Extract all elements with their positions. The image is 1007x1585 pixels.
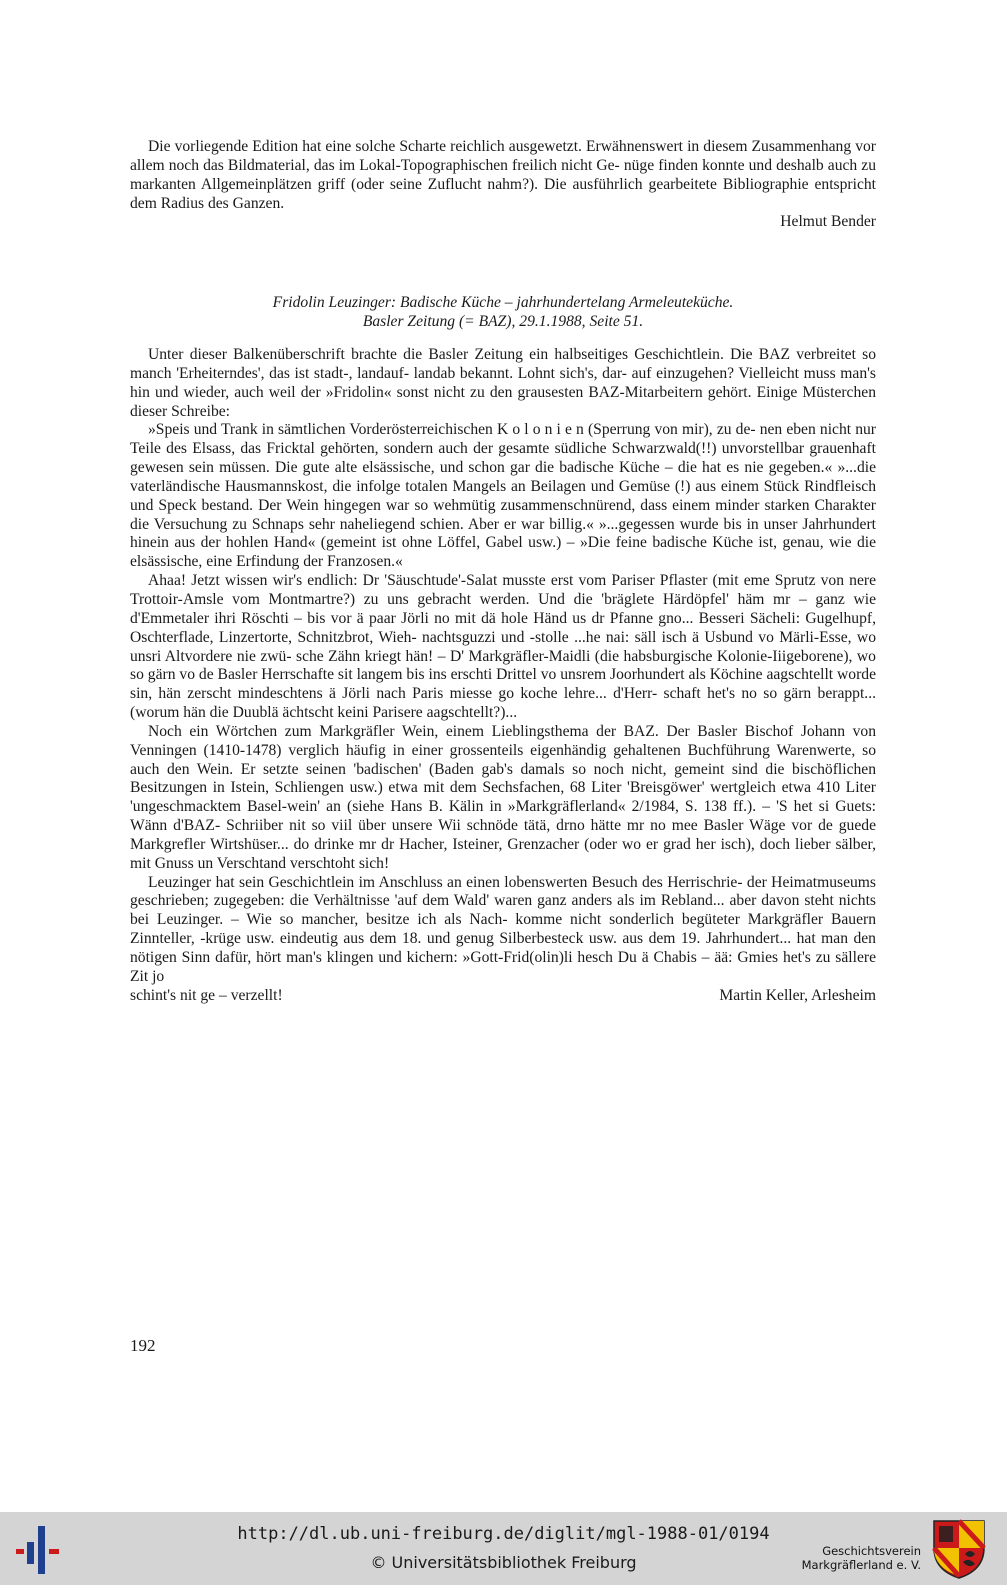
text-line: wurde bis in unser Jahrhundert hinein aus der hohlen Hand« (gemeint ist ohne Löffel, Gabel usw.): [130, 515, 876, 552]
text-line: »Speis und Trank in sämtlichen Vorderösterreichischen K o l o n i e n (Sperrung von mir), zu de-: [148, 421, 760, 439]
text-line: Johann von Venningen (1410-1478) verglich häufig in einer grossenteils eigenhändig gehaltenen: [130, 722, 877, 759]
text-line: schaft het's no so gärn berappt... (worum hän die Duublä ächtscht keini Parisere aagschtellt?)...: [130, 685, 876, 722]
review-1-author: Helmut Bender: [780, 213, 876, 231]
text-line: Unter dieser Balkenüberschrift brachte die Basler Zeitung ein halbseitiges Geschichtlein. Die: [148, 346, 759, 363]
text-line: nen eben nicht nur Teile des Elsass, das Fricktal gehörten, sondern auch der gesamte südliche: [130, 421, 876, 458]
text-line: der Heimatmuseums geschrieben; zugegeben: die Verhältnisse 'auf dem Wald' waren ganz anders: [130, 873, 876, 910]
text-line: sche Zähn kriegt hän! – D' Markgräfler-Maidli (die habsburgische Kolonie-Iiigeborene), wo so: [130, 647, 876, 684]
review-2-paragraph-2: [130, 421, 876, 572]
review-2-paragraph-4: [130, 723, 876, 874]
text-line: gärn vo de Basler Herrschafte sit langem bis ins erschti Drittel vo unsrem Joorhundert als Köchine: [147, 666, 767, 684]
text-line: man's klingen und kichern: »Gott-Frid(olin)li hesch Du ä Chabis – ää: Gmies het's zu sällere Zit jo: [130, 949, 877, 985]
footer-bar: [0, 1512, 1007, 1585]
text-line: Charakter die Versuchung zu Schnaps sehr naheliegend schien. Aber er war billig.« »...gegessen: [130, 496, 876, 533]
text-line: komme nicht sonderlich begüteter Markgräfler Bauern Zinnteller, -krüge usw. eindeutig aus dem: [130, 911, 876, 948]
footer-url-link[interactable]: http://dl.ub.uni-freiburg.de/diglit/mgl-1988-01/0194: [237, 1524, 770, 1544]
coat-of-arms-icon[interactable]: [931, 1518, 987, 1580]
text-line: nachtsguzzi und -stolle ...he nai: säll isch ä Usbund vo Märli-Esse, wo unsri Altvordere nie zwü-: [130, 628, 876, 665]
text-line: BAZ verbreitet so manch 'Erheiterndes', das ist stadt-, landauf- landab bekannt. Lohnt sich's, dar-: [130, 346, 876, 382]
review-2-title-line-2: Basler Zeitung (= BAZ), 29.1.1988, Seite 51.: [362, 313, 644, 330]
review-2-author: Martin Keller, Arlesheim: [719, 986, 876, 1004]
review-1-paragraph: [130, 138, 876, 213]
society-name-line-2: Markgräflerland e. V.: [801, 1558, 921, 1572]
review-2-title-line-1: Fridolin Leuzinger: Badische Küche – jahrhundertelang Armeleuteküche.: [272, 294, 734, 311]
text-line: als im Rebland... aber davon steht nichts bei Leuzinger. – Wie so mancher, besitze ich als Nach-: [130, 892, 876, 929]
text-line: nahm?). Die ausführlich gearbeitete Bibliographie entspricht dem Radius des Ganzen.: [130, 175, 877, 212]
society-name-line-1: Geschichtsverein: [822, 1544, 921, 1558]
text-line: aagschtellt worde sin, hän zerscht mindeschtens ä Jörli nach Paris miesse go koche lehre... d'Herr-: [130, 666, 876, 703]
text-line: Zusammenhang vor allem noch das Bildmaterial, das im Lokal-Topographischen freilich nicht Ge-: [130, 138, 876, 174]
review-2-paragraph-3: [130, 572, 876, 723]
review-2-paragraph-5: [130, 874, 876, 987]
text-line: schon gar die badische Küche – die hat es nie gegeben.« »...die vaterländische Hausmannskost,: [130, 459, 876, 495]
text-line: Schriiber nit so viil über unsere Wii schnöde tätä, drno hätte mr no mee Basler Wäge vor de guede: [226, 817, 876, 835]
text-line: (siehe Hans B. Kälin in »Markgräflerland« 2/1984, S. 138 ff.). – 'S het si Guets: Wänn d'BAZ-: [130, 798, 876, 835]
text-line: us dr Pfanne gno... Besseri Sächeli: Gugelhupf, Oschterflade, Linzertorte, Schnitzbrot, Wieh-: [130, 609, 876, 646]
text-line: Markgrefler Wirtshüser... do drinke mr dr Hacher, Isteiner, Grenzacher (oder wo er grad her isch),: [130, 835, 760, 853]
text-line: – »Die feine badische Küche ist, genau, wie die elsässische, eine Erfindung der Franzosen.«: [130, 534, 877, 571]
text-line: 18. und genug Silberbesteck usw. aus dem 19. Jahrhundert... hat man den nötigen Sinn dafür, hört: [130, 930, 876, 966]
text-line: Ahaa! Jetzt wissen wir's endlich: Dr 'Säuschtude'-Salat musste erst vom Pariser Pflaster (mit: [148, 572, 744, 590]
review-2-body: [130, 346, 876, 1006]
text-line: grausesten BAZ-Mitarbeitern gehört. Einige Müsterchen dieser Schreibe:: [130, 383, 876, 420]
text-line: bestand. Der Wein hingegen war so wehmütig zusammenschnürend, dass einem minder starken: [201, 496, 815, 514]
review-2-closing-line: [130, 987, 876, 1006]
text-line: Sechsfachen, 68 Liter 'Breisgöwer' wertgleich etwa 410 Liter 'ungeschmacktem Basel-wein' an: [130, 779, 876, 816]
text-line: auf einzugehen? Vielleicht muss man's hin und wieder, auch weil der »Fridolin« sonst nicht zu den: [130, 364, 877, 401]
text-line: Leuzinger hat sein Geschichtlein im Anschluss an einen lobenswerten Besuch des Herrischrie-: [148, 873, 747, 891]
review-2-last-line: schint's nit ge – verzellt!: [130, 986, 283, 1004]
text-line: nüge finden konnte und deshalb auch zu markanten Allgemeinplätzen griff (oder seine Zuflucht: [130, 156, 877, 193]
text-line: Härdöpfel' häm mr – ganz wie d'Emmetaler ihri Röschti – bis vor ä paar Jörli no mit dä hole Händ: [130, 590, 876, 627]
text-line: doch lieber sälber, mit Gnuss un Verschtand verschtoht sich!: [130, 835, 876, 872]
text-line: eme Sprutz von nere Trottoir-Amsle vom Montmartre?) zu uns gebracht werden. Und die 'bräglete: [130, 572, 876, 608]
text-line: die infolge totalen Mangels an Beilagen und Gemüse (!) aus einem Stück Rindfleisch und Speck: [130, 477, 876, 514]
review-1-continuation: [130, 138, 876, 232]
review-2-paragraph-1: [130, 346, 876, 421]
text-line: Die vorliegende Edition hat eine solche Scharte reichlich ausgewetzt. Erwähnenswert in diesem: [148, 138, 752, 155]
page-number: 192: [130, 1336, 156, 1355]
society-name: [802, 1544, 921, 1572]
text-line: Schwarzwald(!!) unvorstellbar grauenhaft gewesen sein müssen. Die gute alte elsässische, und: [130, 440, 876, 477]
text-line: noch nicht, gemeint sind die bischöflichen Besitzungen in Istein, Schliengen usw.) etwa mit dem: [130, 760, 877, 797]
footer-copyright: © Universitätsbibliothek Freiburg: [370, 1553, 637, 1572]
review-2-heading: [130, 293, 876, 331]
text-line: Noch ein Wörtchen zum Markgräfler Wein, einem Lieblingsthema der BAZ. Der Basler Bischof: [148, 722, 801, 740]
text-line: Buchführung Warenwerte, so auch den Wein. Er setzte seinen 'badischen' (Baden gab's damals so: [130, 741, 876, 778]
